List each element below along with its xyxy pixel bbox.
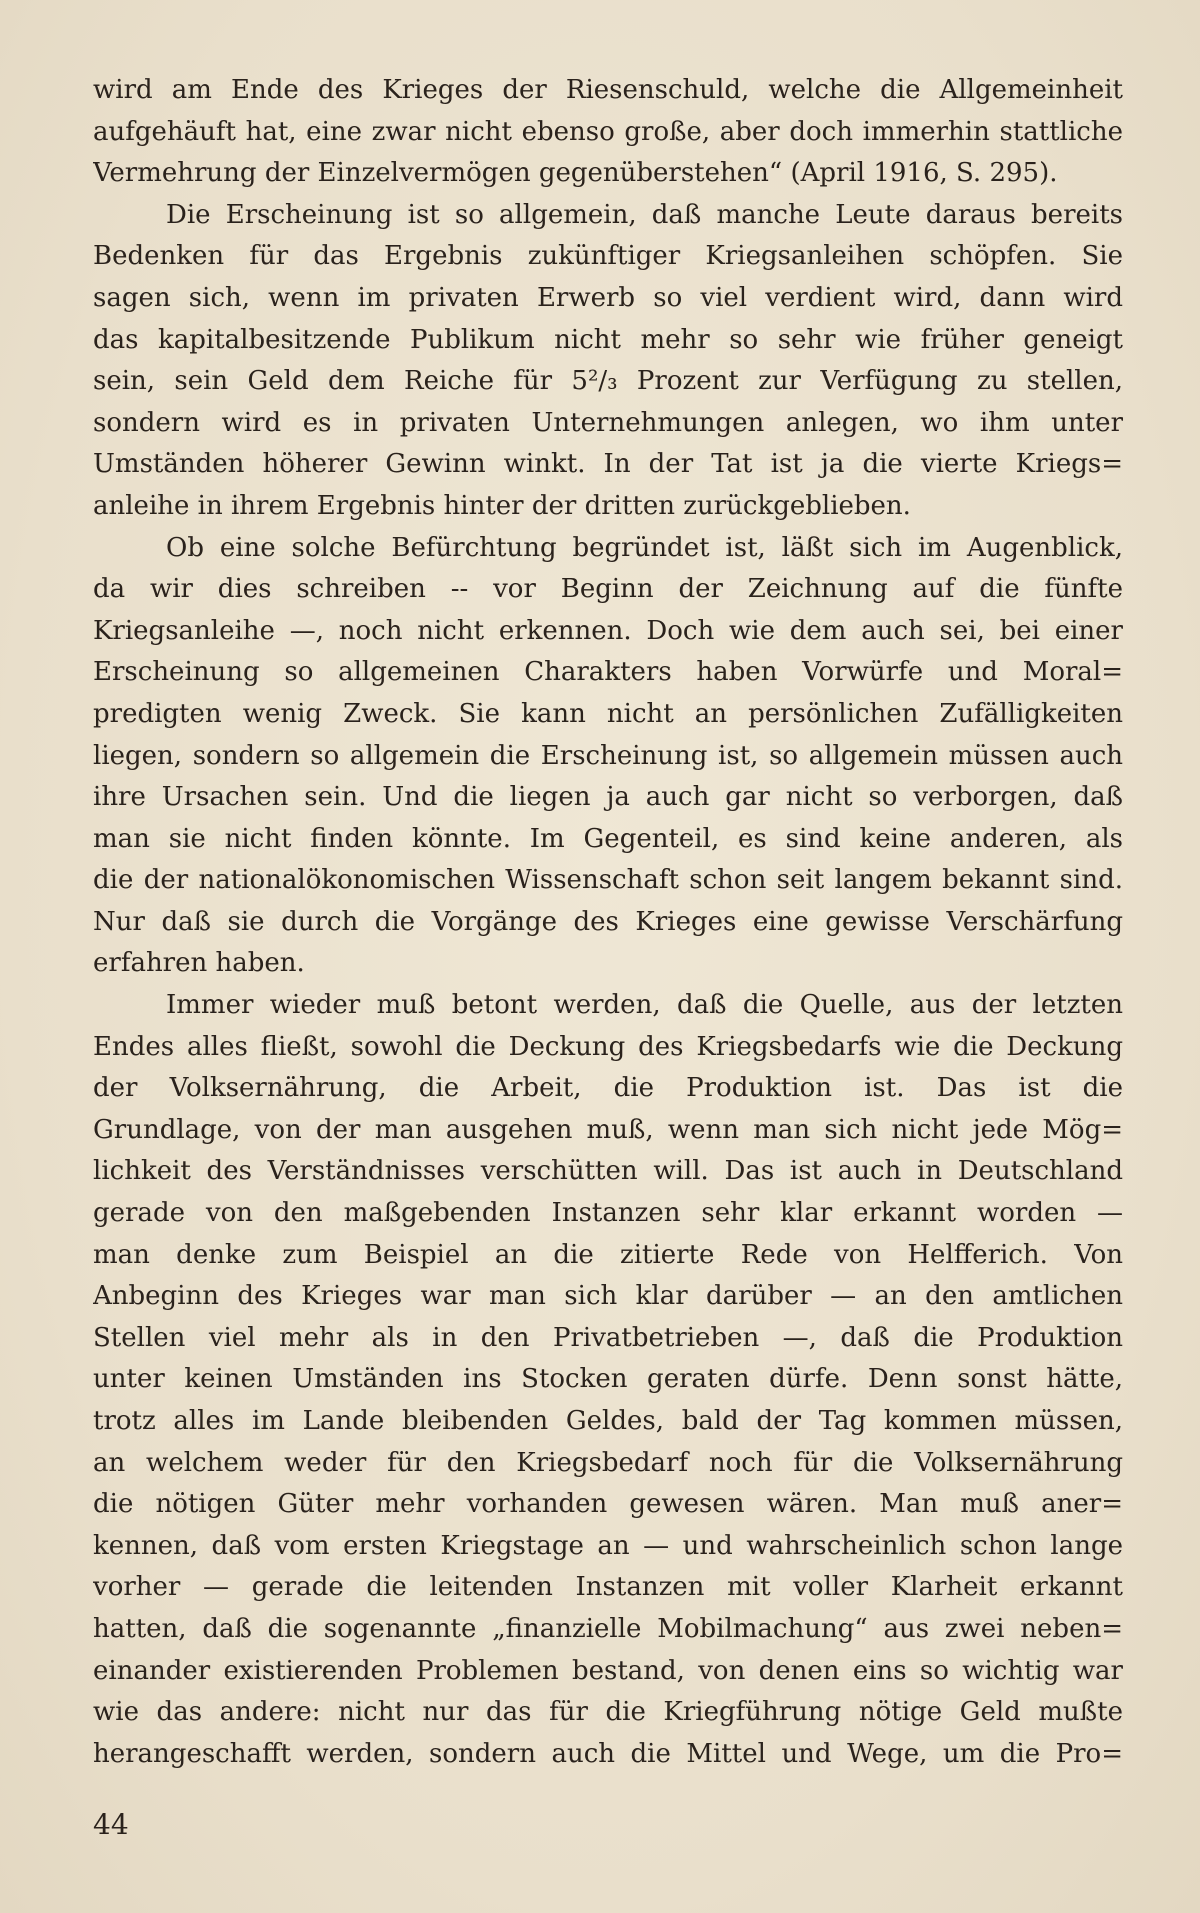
text-line: Nur daß sie durch die Vorgänge des Krieges eine gewisse Verschärfung <box>93 906 1123 937</box>
text-line: anleihe in ihrem Ergebnis hinter der dritten zurückgeblieben. <box>93 490 911 521</box>
text-line: da wir dies schreiben -- vor Beginn der Zeichnung auf die fünfte <box>93 574 1123 605</box>
text-line: einander existierenden Problemen bestand, von denen eins so wichtig war <box>93 1655 1123 1686</box>
page-number: 44 <box>93 1808 129 1841</box>
text-line: wie das andere: nicht nur das für die Kriegführung nötige Geld mußte <box>93 1697 1123 1728</box>
text-line: die der nationalökonomischen Wissenschaft schon seit langem bekannt sind. <box>93 865 1123 896</box>
text-line: Anbeginn des Krieges war man sich klar darüber — an den amtlichen <box>93 1281 1123 1312</box>
text-line: sondern wird es in privaten Unternehmungen anlegen, wo ihm unter <box>93 407 1123 438</box>
text-line: lichkeit des Verständnisses verschütten will. Das ist auch in Deutschland <box>93 1156 1123 1187</box>
text-line: Vermehrung der Einzelvermögen gegenüberstehen“ (April 1916, S. 295). <box>93 158 1058 189</box>
text-line: ihre Ursachen sein. Und die liegen ja auch gar nicht so verborgen, daß <box>93 782 1123 813</box>
text-line: aufgehäuft hat, eine zwar nicht ebenso große, aber doch immerhin stattliche <box>93 116 1123 147</box>
text-line: Die Erscheinung ist so allgemein, daß manche Leute daraus bereits <box>166 199 1123 230</box>
text-line: die nötigen Güter mehr vorhanden gewesen wären. Man muß aner= <box>93 1489 1123 1520</box>
text-line: vorher — gerade die leitenden Instanzen mit voller Klarheit erkannt <box>93 1572 1123 1603</box>
text-line: predigten wenig Zweck. Sie kann nicht an persönlichen Zufälligkeiten <box>93 698 1123 729</box>
text-line: Endes alles fließt, sowohl die Deckung des Kriegsbedarfs wie die Deckung <box>93 1031 1123 1062</box>
text-line: hatten, daß die sogenannte „finanzielle Mobilmachung“ aus zwei neben= <box>93 1613 1123 1644</box>
body-text <box>93 70 1123 1775</box>
text-line: sein, sein Geld dem Reiche für 5²/₃ Prozent zur Verfügung zu stellen, <box>93 366 1123 397</box>
text-line: gerade von den maßgebenden Instanzen sehr klar erkannt worden — <box>93 1198 1123 1229</box>
text-line: kennen, daß vom ersten Kriegstage an — und wahrscheinlich schon lange <box>93 1530 1123 1561</box>
text-line: Ob eine solche Befürchtung begründet ist, läßt sich im Augenblick, <box>166 532 1123 563</box>
text-line: Bedenken für das Ergebnis zukünftiger Kriegsanleihen schöpfen. Sie <box>93 241 1123 272</box>
text-line: liegen, sondern so allgemein die Erscheinung ist, so allgemein müssen auch <box>93 740 1123 771</box>
text-line: Grundlage, von der man ausgehen muß, wenn man sich nicht jede Mög= <box>93 1114 1123 1145</box>
text-line: das kapitalbesitzende Publikum nicht mehr so sehr wie früher geneigt <box>93 324 1123 355</box>
text-line: erfahren haben. <box>93 948 305 979</box>
text-line: sagen sich, wenn im privaten Erwerb so viel verdient wird, dann wird <box>93 282 1123 313</box>
text-line: man sie nicht finden könnte. Im Gegenteil, es sind keine anderen, als <box>93 823 1123 854</box>
text-line: Stellen viel mehr als in den Privatbetrieben —, daß die Produktion <box>93 1322 1123 1353</box>
text-line: Erscheinung so allgemeinen Charakters haben Vorwürfe und Moral= <box>93 657 1123 688</box>
text-line: man denke zum Beispiel an die zitierte Rede von Helfferich. Von <box>93 1239 1123 1270</box>
text-line: Kriegsanleihe —, noch nicht erkennen. Doch wie dem auch sei, bei einer <box>93 615 1123 646</box>
text-line: der Volksernährung, die Arbeit, die Produktion ist. Das ist die <box>93 1073 1123 1104</box>
text-line: wird am Ende des Krieges der Riesenschuld, welche die Allgemeinheit <box>93 75 1123 105</box>
text-line: trotz alles im Lande bleibenden Geldes, bald der Tag kommen müssen, <box>93 1406 1123 1436</box>
text-line: herangeschafft werden, sondern auch die Mittel und Wege, um die Pro= <box>93 1738 1123 1769</box>
text-line: Immer wieder muß betont werden, daß die Quelle, aus der letzten <box>166 990 1123 1021</box>
text-line: an welchem weder für den Kriegsbedarf noch für die Volksernährung <box>93 1447 1123 1478</box>
text-line: unter keinen Umständen ins Stocken geraten dürfe. Denn sonst hätte, <box>93 1364 1123 1395</box>
text-line: Umständen höherer Gewinn winkt. In der Tat ist ja die vierte Kriegs= <box>93 449 1123 480</box>
